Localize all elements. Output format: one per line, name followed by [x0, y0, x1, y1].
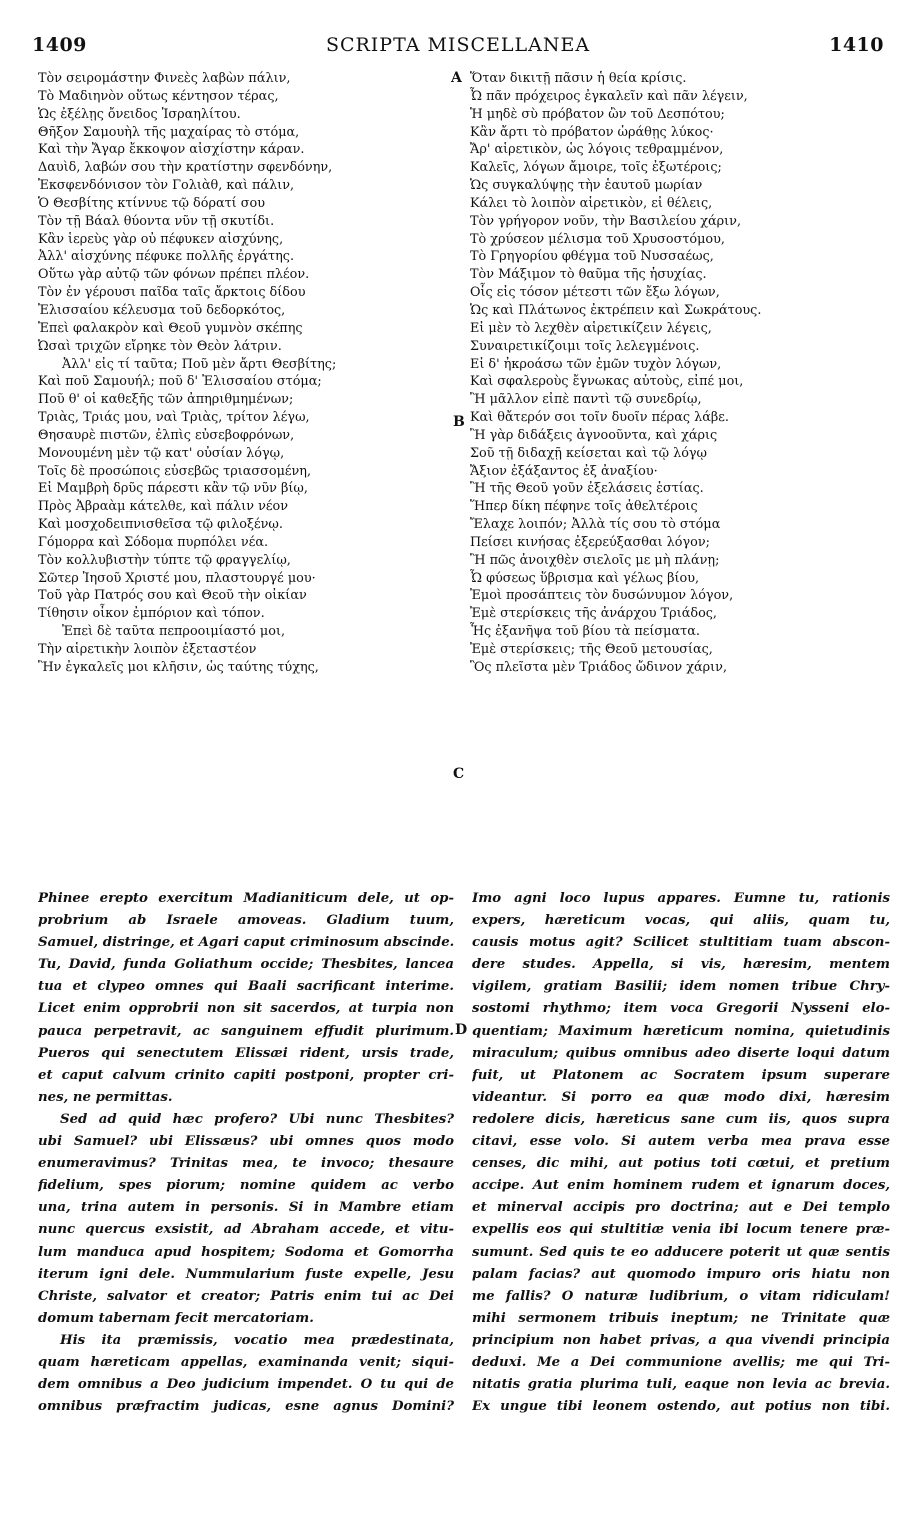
greek-verse-line: Ἀλλ' αἰσχύνης πέφυκε πολλῆς ἐργάτης.: [38, 249, 295, 265]
greek-verse-line: Ἢ γὰρ διδάξεις ἀγνοοῦντα, καὶ χάρις: [470, 427, 718, 443]
greek-verse-line: Εἰ μὲν τὸ λεχθὲν αἱρετικίζειν λέγεις,: [470, 320, 712, 336]
left-page-number: 1409: [32, 34, 87, 56]
greek-verse-line: Τριὰς, Τριάς μου, ναὶ Τριὰς, τρίτον λέγω,: [38, 410, 310, 426]
latin-text-line: ubi Samuel? ubi Elissæus? ubi omnes quos modo: [38, 1134, 454, 1150]
latin-text-line: quentiam; Maximum hæreticum nomina, quietudinis: [472, 1023, 890, 1039]
greek-verse-line: Ὅταν δικιτῇ πᾶσιν ἡ θεία κρίσις.: [470, 71, 687, 86]
latin-text-line: enumeravimus? Trinitas mea, te invoco; thesaure: [38, 1156, 454, 1172]
latin-text-line: Christe, salvator et creator; Patris enim tui ac Dei: [38, 1288, 454, 1304]
latin-text-line: fidelium, spes piorum; nomine quidem ac verbo: [38, 1178, 454, 1194]
greek-verse-line: Εἰ δ' ἠκροάσω τῶν ἐμῶν τυχὸν λόγων,: [470, 356, 722, 372]
greek-verse-line: Ἢ τῆς Θεοῦ γοῦν ἐξελάσεις ἑστίας.: [470, 481, 704, 497]
greek-verse-line: Ὃς πλεῖστα μὲν Τριάδος ὤδινον χάριν,: [470, 659, 728, 675]
greek-verse-line: Τὸν γρήγορον νοῦν, τὴν Βασιλείου χάριν,: [470, 213, 742, 229]
greek-verse-line: Οὕτω γὰρ αὐτῷ τῶν φόνων πρέπει πλέον.: [38, 267, 310, 283]
greek-verse-line: Ἐμὲ στερίσκεις; τῆς Θεοῦ μετουσίας,: [470, 642, 713, 657]
latin-text-line: videantur. Si porro ea quæ modo dixi, hæresim: [472, 1089, 890, 1105]
latin-text-line: expers, hæreticum vocas, qui aliis, quam tu,: [472, 913, 890, 929]
latin-text-line: me fallis? O naturæ ludibrium, o vitam ridiculam!: [472, 1288, 890, 1304]
latin-text-line: dem omnibus a Deo judicium impendet. O tu qui de: [38, 1377, 454, 1393]
greek-verse-line: Ἣν ἐγκαλεῖς μοι κλῆσιν, ὡς ταύτης τύχης,: [38, 659, 319, 675]
latin-text-line: His ita præmissis, vocatio mea prædestinata,: [60, 1332, 454, 1348]
greek-verse-line: Καὶ σφαλεροὺς ἔγνωκας αὐτοὺς, εἰπέ μοι,: [470, 374, 744, 390]
running-title: SCRIPTA MISCELLANEA: [325, 34, 591, 56]
page-header: [30, 34, 886, 60]
greek-verse-line: Τὸ χρύσεον μέλισμα τοῦ Χρυσοστόμου,: [470, 231, 725, 247]
greek-verse-line: Τὴν αἱρετικὴν λοιπὸν ἐξεταστέον: [38, 642, 257, 657]
latin-text-line: tua et clypeo omnes qui Baali sacrificant interime.: [38, 979, 454, 995]
greek-verse-line: Κἂν ἱερεὺς γὰρ οὐ πέφυκεν αἰσχύνης,: [38, 231, 284, 247]
greek-verse-line: Ὡς ἐξέλῃς ὄνειδος Ἰσραηλίτου.: [38, 106, 241, 122]
latin-text-line: Pueros qui senectutem Elissæi rident, ursis trade,: [38, 1045, 454, 1061]
latin-text-line: et minerval accipis pro doctrina; aut e Dei templo: [472, 1200, 890, 1216]
right-page-number: 1410: [829, 34, 884, 56]
greek-verse-line: Ἐλισσαίου κέλευσμα τοῦ δεδορκότος,: [38, 302, 286, 318]
greek-verse-line: Σῶτερ Ἰησοῦ Χριστέ μου, πλαστουργέ μου·: [38, 570, 316, 586]
greek-verse-line: Ἡ μηδὲ σὺ πρόβατον ὢν τοῦ Δεσπότου;: [470, 106, 725, 122]
greek-verse-line: Πείσει κινήσας ἐξερεύξασθαι λόγον;: [470, 534, 710, 550]
greek-verse-line: Θησαυρὲ πιστῶν, ἐλπὶς εὐσεβοφρόνων,: [38, 427, 295, 443]
greek-verse-line: Ποῦ θ' οἱ καθεξῆς τῶν ἀπηριθμημένων;: [38, 392, 294, 408]
greek-verse-line: Δαυὶδ, λαβών σου τὴν κρατίστην σφενδόνην,: [38, 160, 333, 176]
greek-verse-line: Ἐκσφενδόνισον τὸν Γολιὰθ, καὶ πάλιν,: [38, 178, 295, 194]
latin-text-line: Ex ungue tibi leonem ostendo, aut potius non tibi.: [472, 1399, 890, 1415]
greek-verse-line: Ὦ φύσεως ὕβρισμα καὶ γέλως βίου,: [470, 570, 700, 586]
greek-verse-line: Ἢ μᾶλλον εἰπὲ παντὶ τῷ συνεδρίῳ,: [470, 392, 702, 408]
greek-verse-line: Τίθησιν οἶκον ἐμπόριον καὶ τόπον.: [38, 606, 265, 622]
latin-text-line: quam hæreticam appellas, examinanda venit; siqui-: [38, 1354, 454, 1370]
latin-text-line: nes, ne permittas.: [38, 1089, 173, 1105]
greek-verse-line: Ἐπεὶ δὲ ταῦτα πεπροοιμίαστό μοι,: [62, 624, 286, 640]
greek-verse-line: Οἷς εἰς τόσον μέτεστι τῶν ἔξω λόγων,: [470, 285, 720, 301]
greek-verse-line: Τὸ Γρηγορίου φθέγμα τοῦ Νυσσαέως,: [470, 249, 714, 265]
greek-verse-line: Τὸν κολλυβιστὴν τύπτε τῷ φραγγελίῳ,: [38, 552, 291, 568]
latin-text-line: iterum igni dele. Nummularium fuste expelle, Jesu: [38, 1266, 454, 1282]
margin-marker-d: D: [455, 1022, 468, 1038]
latin-text-line: palam facias? aut quomodo impuro oris hiatu non: [472, 1266, 890, 1282]
greek-verse-line: Ὁ Θεσβίτης κτίννυε τῷ δόρατί σου: [38, 195, 265, 211]
latin-text-line: deduxi. Me a Dei communione avellis; me qui Tri-: [472, 1354, 890, 1370]
greek-verse-line: Ἢ πῶς ἀνοιχθὲν σιελοῖς με μὴ πλάνῃ;: [470, 552, 720, 568]
greek-verse-line: Ὦ πᾶν πρόχειρος ἐγκαλεῖν καὶ πᾶν λέγειν,: [470, 88, 748, 104]
latin-text-line: Tu, David, funda Goliathum occide; Thesbites, lancea: [38, 957, 454, 973]
greek-verse-line: Θῆξον Σαμουὴλ τῆς μαχαίρας τὸ στόμα,: [38, 124, 300, 140]
latin-translation-right-column: [472, 888, 890, 1418]
greek-verse-line: Ἐμοὶ προσάπτεις τὸν δυσώνυμον λόγον,: [470, 588, 734, 604]
latin-text-line: pauca perpetravit, ac sanguinem effudit plurimum.: [38, 1023, 454, 1039]
greek-verse-line: Ἀλλ' εἰς τί ταῦτα; Ποῦ μὲν ἄρτι Θεσβίτης;: [62, 356, 337, 372]
greek-verse-line: Συναιρετικίζοιμι τοῖς λελεγμένοις.: [470, 338, 700, 354]
greek-verse-line: Ἥπερ δίκη πέφηνε τοῖς ἀθελτέροις: [470, 499, 698, 515]
latin-text-line: principium non habet privas, a qua vivendi principia: [472, 1332, 890, 1348]
latin-text-line: nunc quercus exsistit, ad Abraham accede, et vitu-: [38, 1222, 454, 1238]
greek-verse-line: Τὸν τῇ Βάαλ θύοντα νῦν τῇ σκυτίδι.: [38, 213, 275, 229]
greek-verse-line: Μονουμένη μὲν τῷ κατ' οὐσίαν λόγῳ,: [38, 445, 285, 461]
latin-text-line: citavi, esse volo. Si autem verba mea prava esse: [472, 1134, 890, 1150]
greek-verse-line: Τοῖς δὲ προσώποις εὐσεβῶς τριασσομένη,: [38, 463, 312, 479]
latin-text-line: censes, dic mihi, aut potius toti cœtui, et pretium: [472, 1156, 890, 1172]
latin-text-line: miraculum; quibus omnibus adeo diserte loqui datum: [472, 1045, 890, 1061]
greek-verse-line: Πρὸς Ἀβραὰμ κάτελθε, καὶ πάλιν νέον: [38, 499, 289, 515]
greek-verse-line: Ἐμὲ στερίσκεις τῆς ἀνάρχου Τριάδος,: [470, 606, 718, 622]
greek-verse-line: Ἄξιον ἐξάξαντος ἐξ ἀναξίου·: [470, 463, 658, 479]
latin-text-line: lum manduca apud hospitem; Sodoma et Gomorrha: [38, 1244, 454, 1260]
latin-text-line: fuit, ut Platonem ac Socratem ipsum superare: [472, 1067, 890, 1083]
greek-verse-line: Καὶ ποῦ Σαμουήλ; ποῦ δ' Ἐλισσαίου στόμα;: [38, 374, 322, 390]
latin-translation-left-column: [38, 888, 454, 1418]
latin-text-line: Phinee erepto exercitum Madianiticum dele, ut op-: [38, 891, 454, 906]
latin-text-line: expellis eos qui stultitiæ venia ibi locum tenere præ-: [472, 1222, 890, 1238]
latin-text-line: mihi sermonem tribuis ineptum; ne Trinitate quæ: [472, 1310, 890, 1326]
latin-text-line: Samuel, distringe, et Agari caput criminosum abscinde.: [38, 935, 454, 951]
latin-text-line: domum tabernam fecit mercatoriam.: [38, 1310, 314, 1326]
latin-text-line: causis motus agit? Scilicet stultitiam tuam abscon-: [472, 935, 890, 951]
greek-verse-line: Τὸν σειρομάστην Φινεὲς λαβὼν πάλιν,: [38, 71, 291, 86]
greek-verse-line: Κἂν ἄρτι τὸ πρόβατον ὡράθῃς λύκος·: [470, 124, 714, 140]
greek-verse-line: Ἄρ' αἱρετικὸν, ὡς λόγοις τεθραμμένον,: [470, 142, 724, 158]
greek-verse-line: Τὸν Μάξιμον τὸ θαῦμα τῆς ἡσυχίας.: [470, 267, 707, 283]
greek-verse-line: Ὠσαὶ τριχῶν εἴρηκε τὸν Θεὸν λάτριν.: [38, 338, 282, 354]
greek-verse-line: Καλεῖς, λόγων ἄμοιρε, τοῖς ἐξωτέροις;: [470, 160, 722, 176]
greek-verse-line: Ὡς καὶ Πλάτωνος ἐκτρέπειν καὶ Σωκράτους.: [470, 302, 762, 318]
latin-text-line: sumunt. Sed quis te eo adducere poterit ut quæ sentis: [472, 1244, 890, 1260]
margin-marker-b: B: [453, 414, 465, 430]
latin-text-line: redolere dicis, hæreticus sane cum iis, quos supra: [472, 1111, 890, 1127]
latin-text-line: dere studes. Appella, si vis, hæresim, mentem: [472, 957, 890, 973]
greek-verse-line: Γόμορρα καὶ Σόδομα πυρπόλει νέα.: [38, 534, 269, 550]
greek-verse-line: Ἐπεὶ φαλακρὸν καὶ Θεοῦ γυμνὸν σκέπης: [38, 320, 303, 336]
greek-verse-line: Ὡς συγκαλύψῃς τὴν ἑαυτοῦ μωρίαν: [470, 178, 703, 194]
greek-verse-line: Τὸ Μαδιηνὸν οὕτως κέντησον τέρας,: [38, 88, 279, 104]
greek-verse-left-column: [38, 70, 458, 677]
greek-verse-line: Τοῦ γὰρ Πατρός σου καὶ Θεοῦ τὴν οἰκίαν: [38, 588, 307, 604]
latin-text-line: sostomi rhythmo; item voca Gregorii Nysseni elo-: [472, 1001, 890, 1017]
margin-marker-a: A: [451, 70, 462, 86]
latin-text-line: nitatis gratia plurima tuli, eaque non levia ac brevia.: [472, 1377, 890, 1393]
greek-verse-line: Σοῦ τῇ διδαχῇ κείσεται καὶ τῷ λόγῳ: [470, 445, 707, 461]
greek-verse-right-column: [470, 70, 890, 677]
latin-text-line: probrium ab Israele amoveas. Gladium tuum,: [38, 913, 454, 929]
greek-verse-line: Καὶ μοσχοδειπνισθεῖσα τῷ φιλοξένῳ.: [38, 517, 283, 533]
greek-verse-line: Εἰ Μαμβρὴ δρῦς πάρεστι κἂν τῷ νῦν βίῳ,: [38, 481, 308, 497]
latin-text-line: accipe. Aut enim hominem rudem et ignarum doces,: [472, 1178, 890, 1194]
latin-text-line: Licet enim opprobrii non sit sacerdos, at turpia non: [38, 1001, 454, 1017]
latin-text-line: Sed ad quid hæc profero? Ubi nunc Thesbites?: [60, 1111, 454, 1127]
greek-verse-line: Ἔλαχε λοιπόν; Ἀλλὰ τίς σου τὸ στόμα: [470, 517, 721, 533]
latin-text-line: et caput calvum crinito capiti postponi, propter cri-: [38, 1067, 454, 1083]
margin-marker-c: C: [453, 766, 465, 782]
latin-text-line: una, trina autem in personis. Si in Mambre etiam: [38, 1200, 454, 1216]
latin-text-line: Imo agni loco lupus appares. Eumne tu, rationis: [472, 891, 890, 906]
greek-verse-line: Καὶ θἄτερόν σοι τοῖν δυοῖν πέρας λάβε.: [470, 410, 729, 426]
greek-verse-line: Κάλει τὸ λοιπὸν αἱρετικὸν, εἰ θέλεις,: [470, 195, 713, 211]
latin-text-line: omnibus præfractim judicas, esne agnus Domini?: [38, 1399, 454, 1415]
greek-verse-line: Ἧς ἐξανῆψα τοῦ βίου τὰ πείσματα.: [470, 624, 700, 640]
greek-verse-line: Τὸν ἐν γέρουσι παῖδα ταῖς ἄρκτοις δίδου: [38, 285, 306, 301]
latin-text-line: vigilem, gratiam Basilii; idem nomen tribue Chry-: [472, 979, 890, 995]
greek-verse-line: Καὶ τὴν Ἄγαρ ἔκκοψον αἰσχίστην κάραν.: [38, 142, 305, 158]
